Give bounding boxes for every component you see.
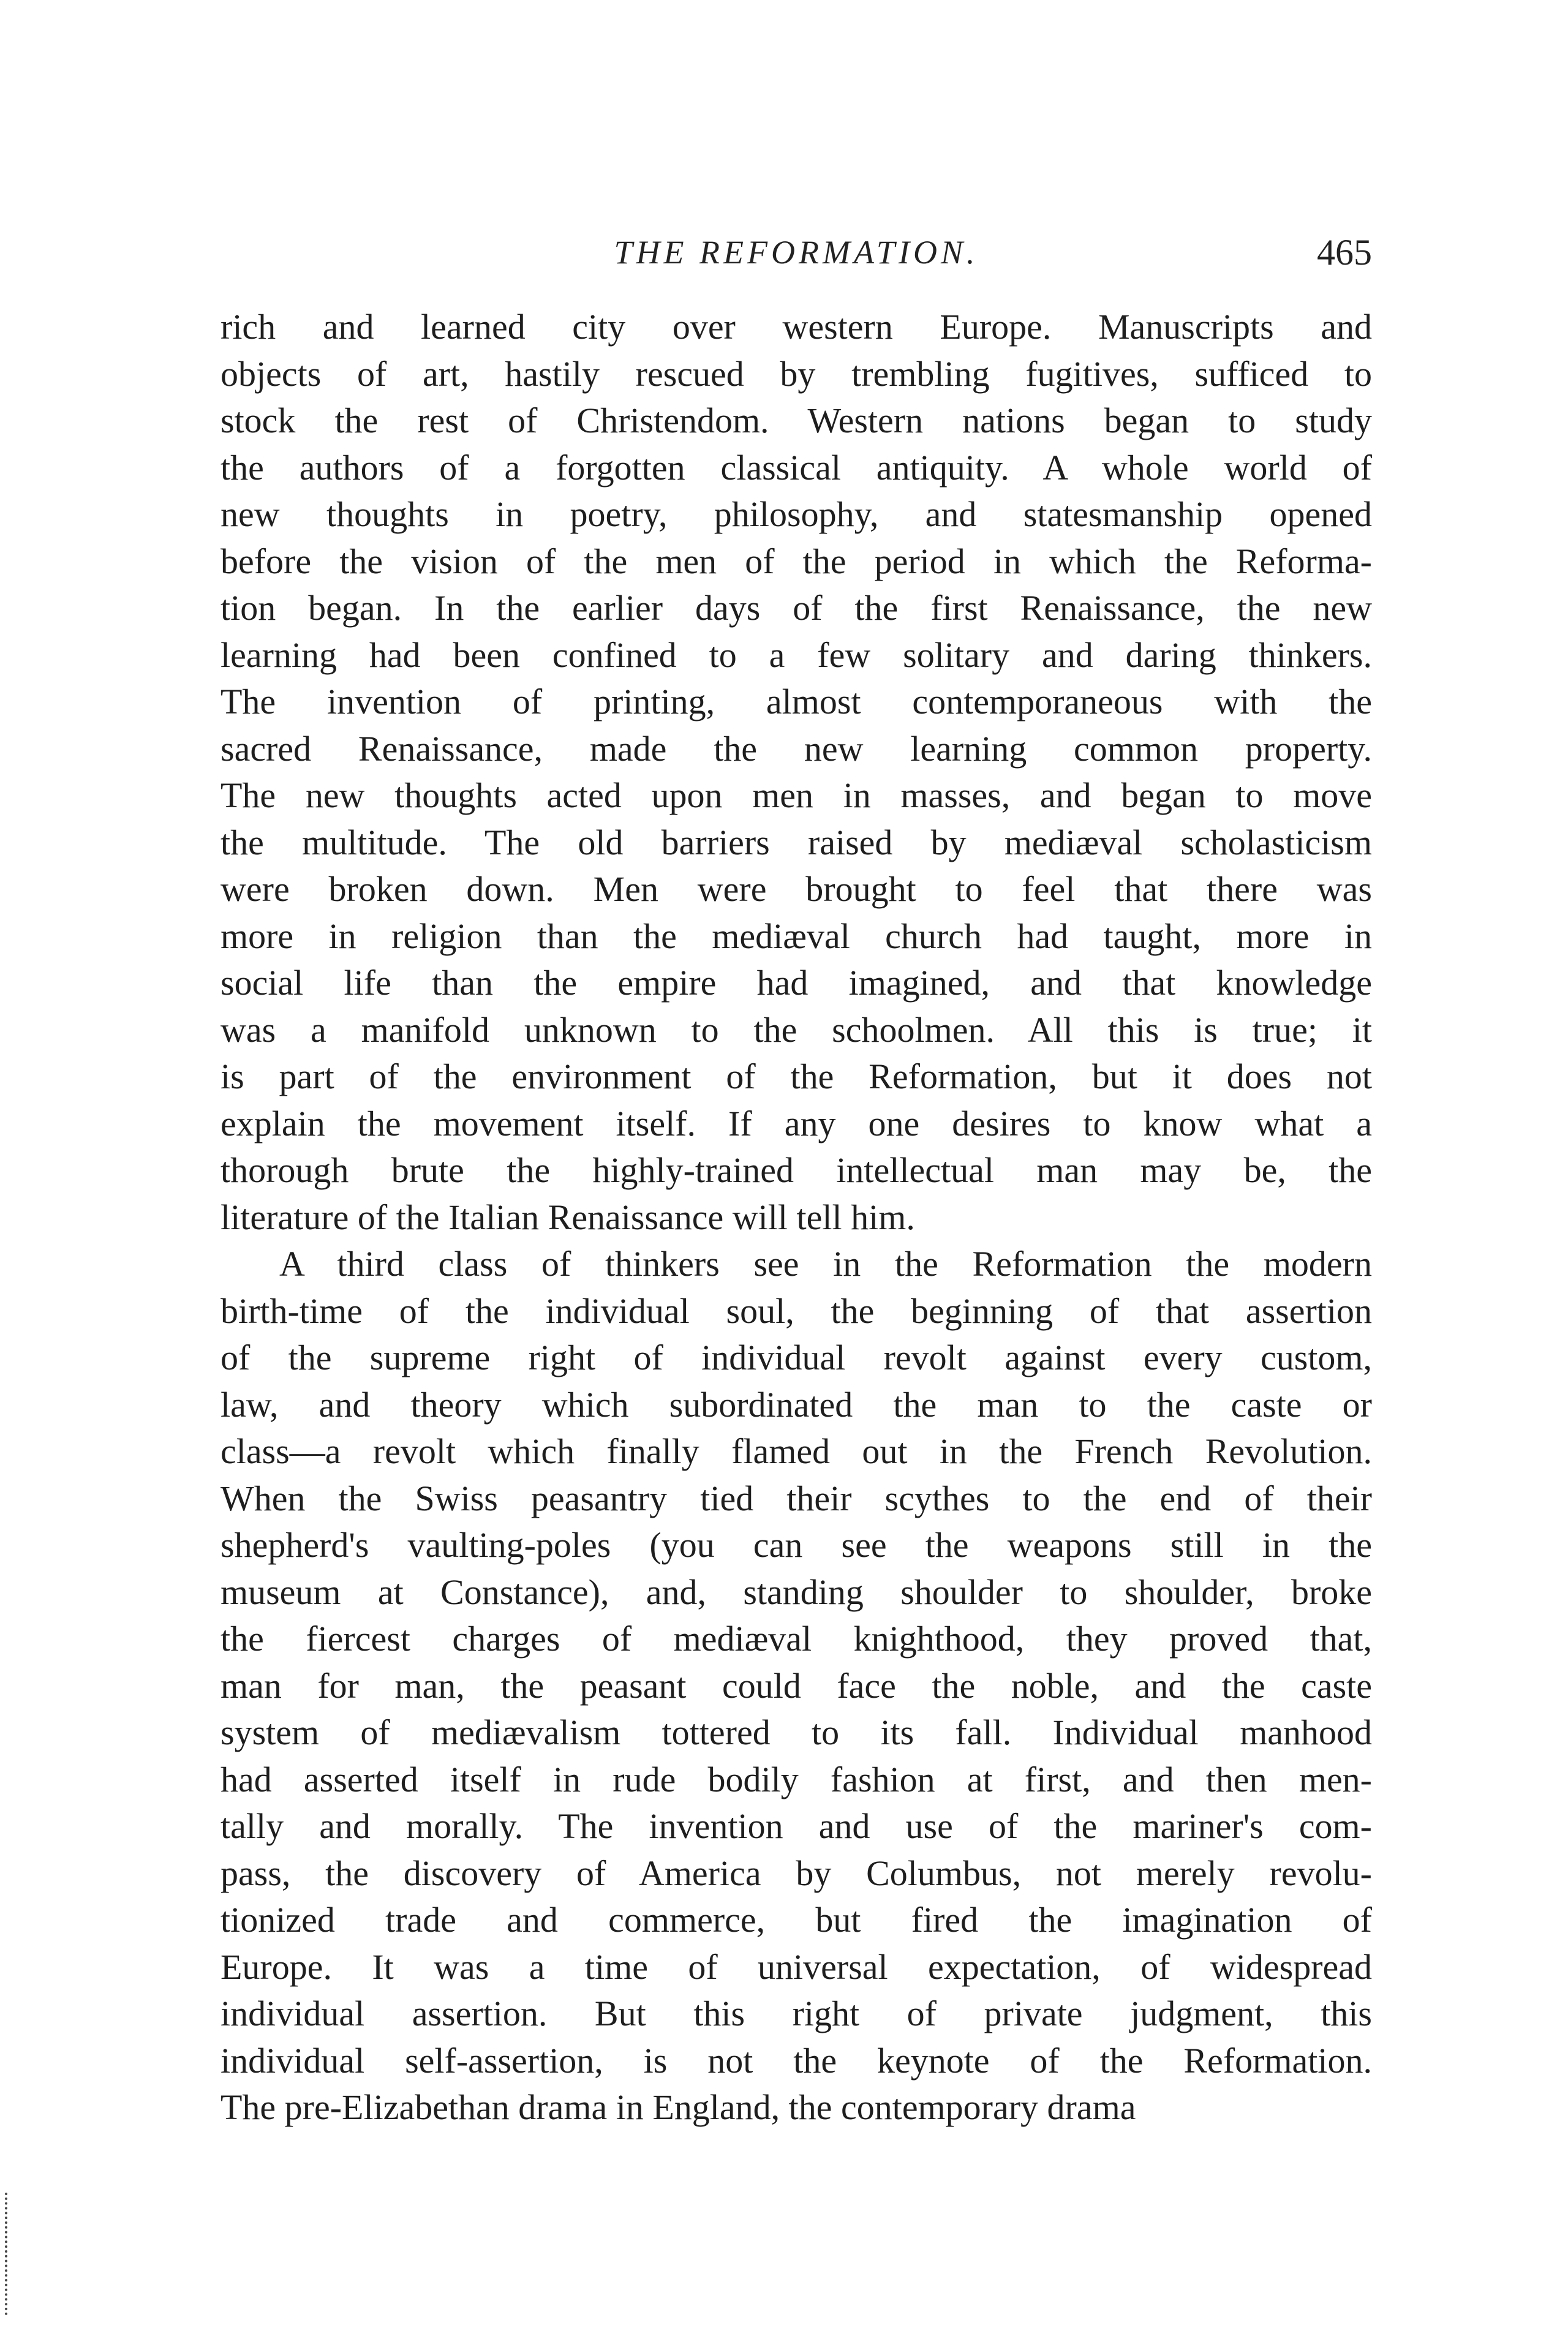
- text-line: thorough brute the highly-trained intellectual man may be, the: [221, 1150, 1372, 1190]
- scan-edge-mark: [5, 2193, 10, 2315]
- text-line: before the vision of the men of the period in which the Reforma-: [221, 541, 1372, 581]
- text-line: individual self-assertion, is not the keynote of the Reformation.: [221, 2040, 1372, 2081]
- text-line: system of mediævalism tottered to its fall. Individual manhood: [221, 1712, 1372, 1752]
- text-line: is part of the environment of the Reformation, but it does not: [221, 1057, 1372, 1096]
- text-line: learning had been confined to a few solitary and daring thinkers.: [221, 635, 1372, 675]
- body-text: [221, 304, 1372, 2131]
- text-line: The pre-Elizabethan drama in England, the contemporary drama: [221, 2087, 1136, 2127]
- text-line: tion began. In the earlier days of the first Renaissance, the new: [221, 588, 1372, 628]
- text-line: A third class of thinkers see in the Reformation the modern: [279, 1244, 1372, 1284]
- text-line: rich and learned city over western Europe. Manuscripts and: [221, 307, 1372, 347]
- text-line: had asserted itself in rude bodily fashion at first, and then men-: [221, 1759, 1372, 1799]
- text-line: the fiercest charges of mediæval knighthood, they proved that,: [221, 1619, 1372, 1659]
- text-line: Europe. It was a time of universal expectation, of widespread: [221, 1946, 1372, 1987]
- text-line: man for man, the peasant could face the noble, and the caste: [221, 1665, 1372, 1706]
- text-line: literature of the Italian Renaissance will tell him.: [221, 1197, 915, 1237]
- text-line: The invention of printing, almost contemporaneous with the: [221, 682, 1372, 721]
- text-line: shepherd's vaulting-poles (you can see the weapons still in the: [221, 1525, 1372, 1565]
- text-line: birth-time of the individual soul, the beginning of that assertion: [221, 1290, 1372, 1331]
- text-line: of the supreme right of individual revolt against every custom,: [221, 1338, 1372, 1377]
- text-line: individual assertion. But this right of private judgment, this: [221, 1994, 1372, 2033]
- text-line: were broken down. Men were brought to feel that there was: [221, 869, 1372, 909]
- text-line: museum at Constance), and, standing shoulder to shoulder, broke: [221, 1572, 1372, 1612]
- text-line: explain the movement itself. If any one desires to know what a: [221, 1103, 1372, 1143]
- text-line: the multitude. The old barriers raised by mediæval scholasticism: [221, 822, 1372, 862]
- paragraph-1: [221, 304, 1372, 1241]
- text-line: more in religion than the mediæval church had taught, more in: [221, 916, 1372, 956]
- paragraph-2: [221, 1241, 1372, 2131]
- text-line: pass, the discovery of America by Columbus, not merely revolu-: [221, 1853, 1372, 1893]
- text-line: new thoughts in poetry, philosophy, and statesmanship opened: [221, 494, 1372, 534]
- text-line: stock the rest of Christendom. Western nations began to study: [221, 401, 1372, 440]
- text-line: When the Swiss peasantry tied their scythes to the end of their: [221, 1478, 1372, 1518]
- text-line: class—a revolt which finally flamed out in the French Revolution.: [221, 1431, 1372, 1471]
- text-line: social life than the empire had imagined, and that knowledge: [221, 963, 1372, 1003]
- text-line: tionized trade and commerce, but fired the imagination of: [221, 1900, 1372, 1940]
- text-line: objects of art, hastily rescued by trembling fugitives, sufficed to: [221, 353, 1372, 394]
- page-number: 465: [1317, 232, 1372, 273]
- text-line: sacred Renaissance, made the new learning common property.: [221, 728, 1372, 769]
- text-line: the authors of a forgotten classical antiquity. A whole world of: [221, 447, 1372, 488]
- text-line: tally and morally. The invention and use of the mariner's com-: [221, 1806, 1372, 1846]
- running-head: [221, 228, 1372, 277]
- text-line: was a manifold unknown to the schoolmen. All this is true; it: [221, 1009, 1372, 1050]
- text-line: law, and theory which subordinated the man to the caste or: [221, 1384, 1372, 1425]
- running-title: THE REFORMATION.: [614, 234, 979, 271]
- text-line: The new thoughts acted upon men in masses, and began to move: [221, 775, 1372, 815]
